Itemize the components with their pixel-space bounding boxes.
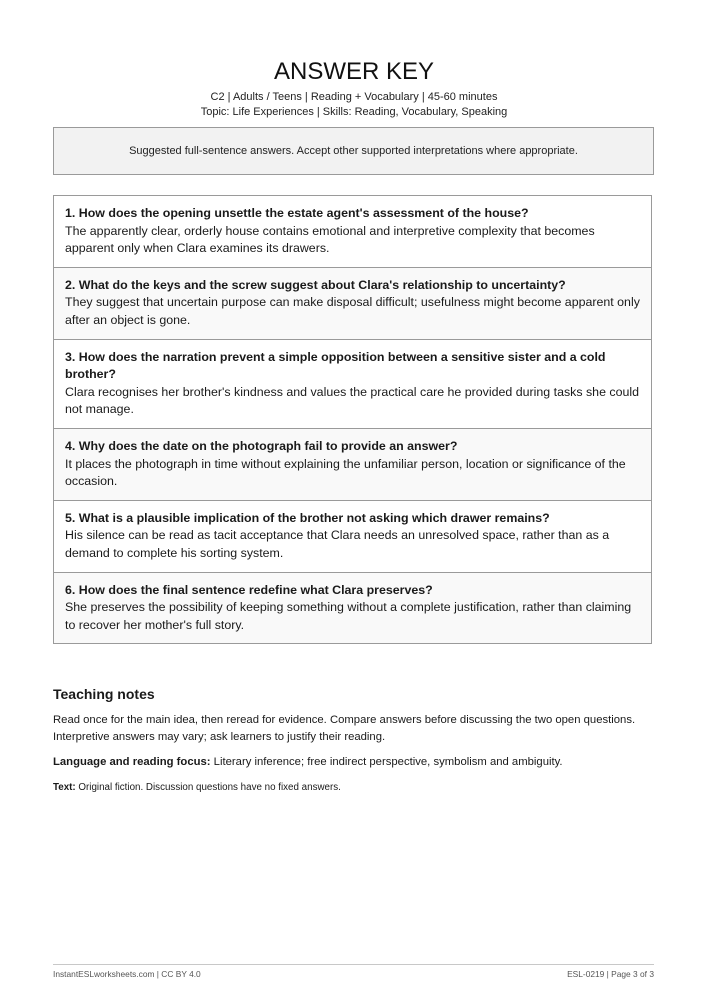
answer-question: 4. Why does the date on the photograph fail to provide an answer?: [65, 438, 458, 453]
answer-item: [54, 500, 651, 572]
teaching-notes-heading: Teaching notes: [53, 686, 155, 702]
page-title: ANSWER KEY: [273, 58, 435, 85]
topic-meta: Topic: Life Experiences | Skills: Reading, Vocabulary, Speaking: [200, 106, 508, 118]
answer-item: [54, 196, 651, 267]
answer-text: His silence can be read as tacit acceptance that Clara needs an unresolved space, rather than as a demand to complete his sorting system.: [65, 528, 610, 560]
footer-site-link[interactable]: InstantESLworksheets.com | CC BY 4.0: [53, 969, 201, 979]
text-source-value: Original fiction. Discussion questions have no fixed answers.: [75, 782, 341, 793]
answer-text: They suggest that uncertain purpose can make disposal difficult; usefulness might become apparent only after an object is gone.: [65, 295, 640, 327]
answer-question: 6. How does the final sentence redefine what Clara preserves?: [65, 582, 433, 597]
intro-note: Suggested full-sentence answers. Accept other supported interpretations where appropriate.: [53, 127, 654, 175]
text-source-note: [53, 781, 653, 795]
level-meta: C2 | Adults / Teens | Reading + Vocabulary | 45-60 minutes: [210, 91, 498, 103]
answer-question: 3. How does the narration prevent a simple opposition between a sensitive sister and a cold brother?: [65, 349, 606, 382]
answer-item: [54, 339, 651, 428]
answer-question: 2. What do the keys and the screw suggest about Clara's relationship to uncertainty?: [65, 277, 566, 292]
answer-text: She preserves the possibility of keeping something without a complete justification, rather than claiming to recover her mother's full story.: [65, 600, 632, 632]
teaching-notes-body: Read once for the main idea, then reread for evidence. Compare answers before discussing the two open questions. Interpretive answers may vary; ask learners to justify their reading.: [53, 714, 636, 743]
reading-focus-label: Language and reading focus:: [53, 756, 211, 768]
answer-item: [54, 572, 651, 644]
footer-page-number: ESL-0219 | Page 3 of 3: [567, 969, 654, 979]
answer-text: Clara recognises her brother's kindness and values the practical care he provided during tasks she could not manage.: [65, 384, 640, 417]
answer-question: 5. What is a plausible implication of the brother not asking which drawer remains?: [65, 510, 550, 525]
answer-item: [54, 428, 651, 500]
answer-text: It places the photograph in time without explaining the unfamiliar person, location or significance of the occasion.: [65, 456, 626, 489]
reading-focus-note: [53, 754, 653, 771]
answer-text: The apparently clear, orderly house contains emotional and interpretive complexity that becomes apparent only when Clara examines its drawers.: [65, 223, 595, 256]
answer-list: [53, 195, 652, 644]
answer-question: 1. How does the opening unsettle the estate agent's assessment of the house?: [65, 206, 529, 220]
footer-divider: [53, 964, 654, 965]
answer-item: [54, 267, 651, 339]
reading-focus-text: Literary inference; free indirect perspective, symbolism and ambiguity.: [210, 756, 563, 768]
text-source-label: Text:: [53, 782, 76, 793]
